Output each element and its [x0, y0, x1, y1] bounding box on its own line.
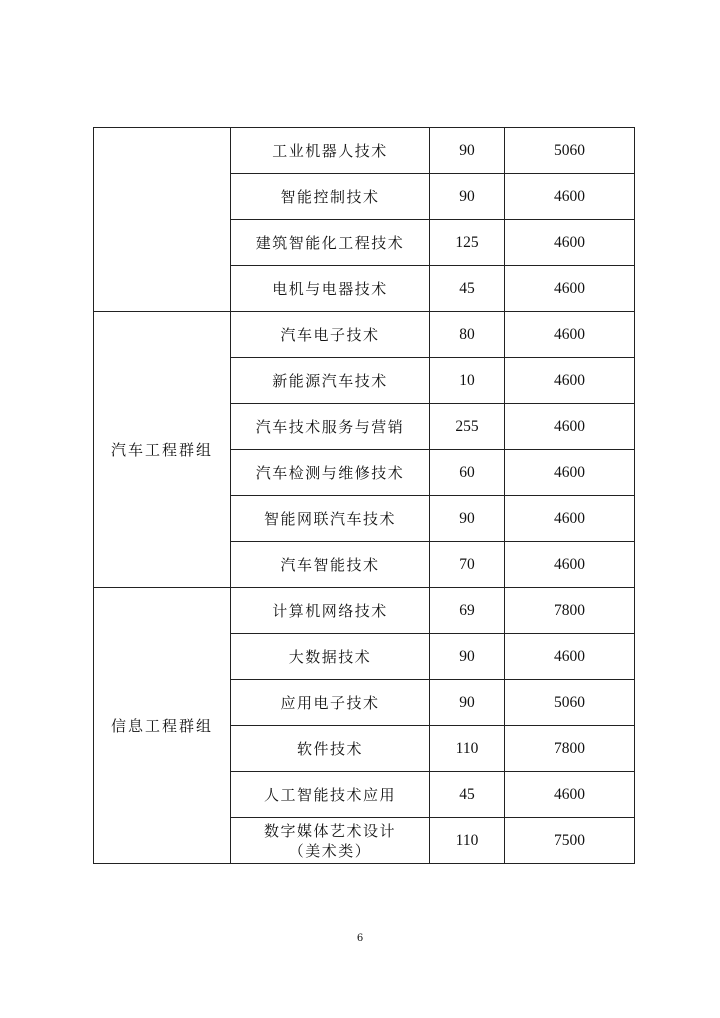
major-note: （美术类） — [288, 841, 372, 860]
quota-cell: 10 — [430, 358, 505, 404]
quota-cell: 90 — [430, 128, 505, 174]
fee-cell: 7800 — [505, 726, 635, 772]
fee-cell: 5060 — [505, 680, 635, 726]
page-number: 6 — [356, 933, 364, 944]
major-cell: 新能源汽车技术 — [231, 358, 430, 404]
group-cell — [94, 128, 231, 312]
major-cell: 汽车电子技术 — [231, 312, 430, 358]
major-cell: 软件技术 — [231, 726, 430, 772]
fee-cell: 4600 — [505, 266, 635, 312]
major-cell: 人工智能技术应用 — [231, 772, 430, 818]
fee-cell: 4600 — [505, 496, 635, 542]
fee-cell: 4600 — [505, 312, 635, 358]
quota-cell: 110 — [430, 726, 505, 772]
quota-cell: 110 — [430, 818, 505, 864]
fee-cell: 7800 — [505, 588, 635, 634]
quota-cell: 70 — [430, 542, 505, 588]
quota-cell: 255 — [430, 404, 505, 450]
fee-cell: 4600 — [505, 772, 635, 818]
quota-cell: 45 — [430, 266, 505, 312]
major-cell: 电机与电器技术 — [231, 266, 430, 312]
major-cell: 智能网联汽车技术 — [231, 496, 430, 542]
major-cell: 应用电子技术 — [231, 680, 430, 726]
major-cell — [231, 818, 430, 864]
fee-cell: 4600 — [505, 358, 635, 404]
majors-table — [93, 127, 635, 864]
group-cell: 汽车工程群组 — [94, 312, 231, 588]
fee-cell: 4600 — [505, 174, 635, 220]
quota-cell: 80 — [430, 312, 505, 358]
quota-cell: 90 — [430, 174, 505, 220]
major-cell: 汽车智能技术 — [231, 542, 430, 588]
quota-cell: 45 — [430, 772, 505, 818]
table-row — [94, 312, 635, 358]
fee-cell: 4600 — [505, 450, 635, 496]
quota-cell: 69 — [430, 588, 505, 634]
major-cell: 工业机器人技术 — [231, 128, 430, 174]
fee-cell: 4600 — [505, 404, 635, 450]
table-row — [94, 128, 635, 174]
table-row — [94, 588, 635, 634]
fee-cell: 4600 — [505, 220, 635, 266]
group-cell: 信息工程群组 — [94, 588, 231, 864]
major-cell: 汽车检测与维修技术 — [231, 450, 430, 496]
quota-cell: 90 — [430, 496, 505, 542]
quota-cell: 125 — [430, 220, 505, 266]
major-cell: 智能控制技术 — [231, 174, 430, 220]
fee-cell: 7500 — [505, 818, 635, 864]
major-cell: 大数据技术 — [231, 634, 430, 680]
quota-cell: 90 — [430, 634, 505, 680]
major-name: 数字媒体艺术设计 — [263, 821, 396, 840]
quota-cell: 90 — [430, 680, 505, 726]
fee-cell: 5060 — [505, 128, 635, 174]
major-cell: 建筑智能化工程技术 — [231, 220, 430, 266]
fee-cell: 4600 — [505, 634, 635, 680]
fee-cell: 4600 — [505, 542, 635, 588]
major-cell: 计算机网络技术 — [231, 588, 430, 634]
quota-cell: 60 — [430, 450, 505, 496]
major-cell: 汽车技术服务与营销 — [231, 404, 430, 450]
